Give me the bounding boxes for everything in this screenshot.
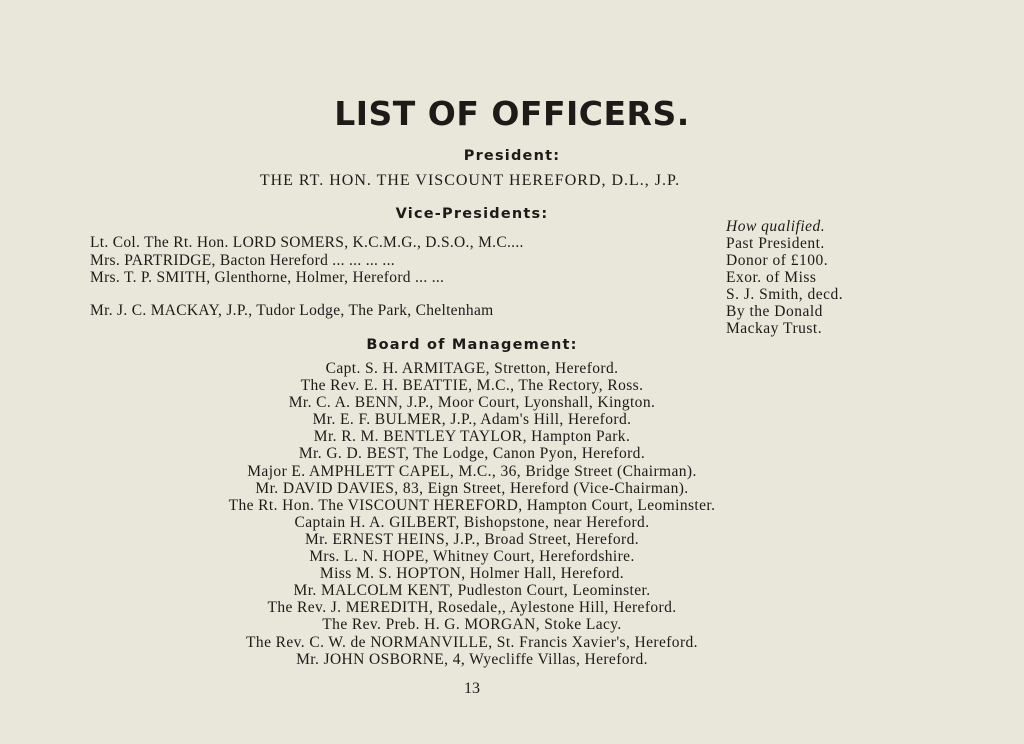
qualifications-column xyxy=(726,218,843,337)
board-member: The Rev. E. H. BEATTIE, M.C., The Rectory, Ross. xyxy=(300,377,644,395)
board-member: Mr. DAVID DAVIES, 83, Eign Street, Hereford (Vice-Chairman). xyxy=(255,479,689,497)
qualification-line: Donor of £100. xyxy=(726,252,829,269)
vice-president-entry: Mr. J. C. MACKAY, J.P., Tudor Lodge, The Park, Cheltenham xyxy=(90,302,494,319)
board-member: Capt. S. H. ARMITAGE, Stretton, Hereford. xyxy=(325,360,619,377)
board-member: Mr. ERNEST HEINS, J.P., Broad Street, Hereford. xyxy=(304,530,640,548)
how-qualified-heading: How qualified. xyxy=(726,218,826,235)
vice-presidents-heading: Vice-Presidents: xyxy=(395,206,549,222)
president-name: THE RT. HON. THE VISCOUNT HEREFORD, D.L., J.P. xyxy=(259,172,681,189)
page-number: 13 xyxy=(464,680,480,697)
board-member: Major E. AMPHLETT CAPEL, M.C., 36, Bridge Street (Chairman). xyxy=(247,462,697,480)
qualification-line: Past President. xyxy=(726,235,825,252)
board-member: Miss M. S. HOPTON, Holmer Hall, Hereford. xyxy=(319,565,625,583)
board-heading: Board of Management: xyxy=(366,337,578,353)
board-member: The Rev. C. W. de NORMANVILLE, St. Francis Xavier's, Hereford. xyxy=(246,633,698,651)
qualification-line: By the Donald xyxy=(726,303,823,320)
board-member: Mr. E. F. BULMER, J.P., Adam's Hill, Hereford. xyxy=(312,411,632,429)
qualification-line: S. J. Smith, decd. xyxy=(726,286,844,303)
qualification-line: Mackay Trust. xyxy=(726,320,823,337)
board-member: Mr. MALCOLM KENT, Pudleston Court, Leominster. xyxy=(293,582,651,600)
vice-president-entry: Lt. Col. The Rt. Hon. LORD SOMERS, K.C.M.G., D.S.O., M.C.... xyxy=(90,234,524,251)
vice-president-entry: Mrs. T. P. SMITH, Glenthorne, Holmer, Hereford ... ... xyxy=(90,269,445,286)
vice-president-entry: Mrs. PARTRIDGE, Bacton Hereford ... ... ... ... xyxy=(90,252,395,269)
qualification-line: Exor. of Miss xyxy=(726,269,817,286)
board-member: Mr. C. A. BENN, J.P., Moor Court, Lyonshall, Kington. xyxy=(288,394,656,412)
president-heading: President: xyxy=(463,148,561,164)
board-member: Mrs. L. N. HOPE, Whitney Court, Herefordshire. xyxy=(309,548,635,566)
board-member: Mr. R. M. BENTLEY TAYLOR, Hampton Park. xyxy=(313,428,631,446)
board-member: Mr. G. D. BEST, The Lodge, Canon Pyon, Hereford. xyxy=(298,445,646,463)
board-member: The Rt. Hon. The VISCOUNT HEREFORD, Hampton Court, Leominster. xyxy=(228,496,716,514)
board-member: The Rev. J. MEREDITH, Rosedale,, Aylestone Hill, Hereford. xyxy=(267,599,677,617)
page-title: LIST OF OFFICERS. xyxy=(334,94,690,133)
board-members-list xyxy=(0,360,944,668)
board-member: The Rev. Preb. H. G. MORGAN, Stoke Lacy. xyxy=(322,616,622,634)
board-member: Captain H. A. GILBERT, Bishopstone, near Hereford. xyxy=(294,513,650,531)
board-member: Mr. JOHN OSBORNE, 4, Wyecliffe Villas, Hereford. xyxy=(296,650,648,668)
